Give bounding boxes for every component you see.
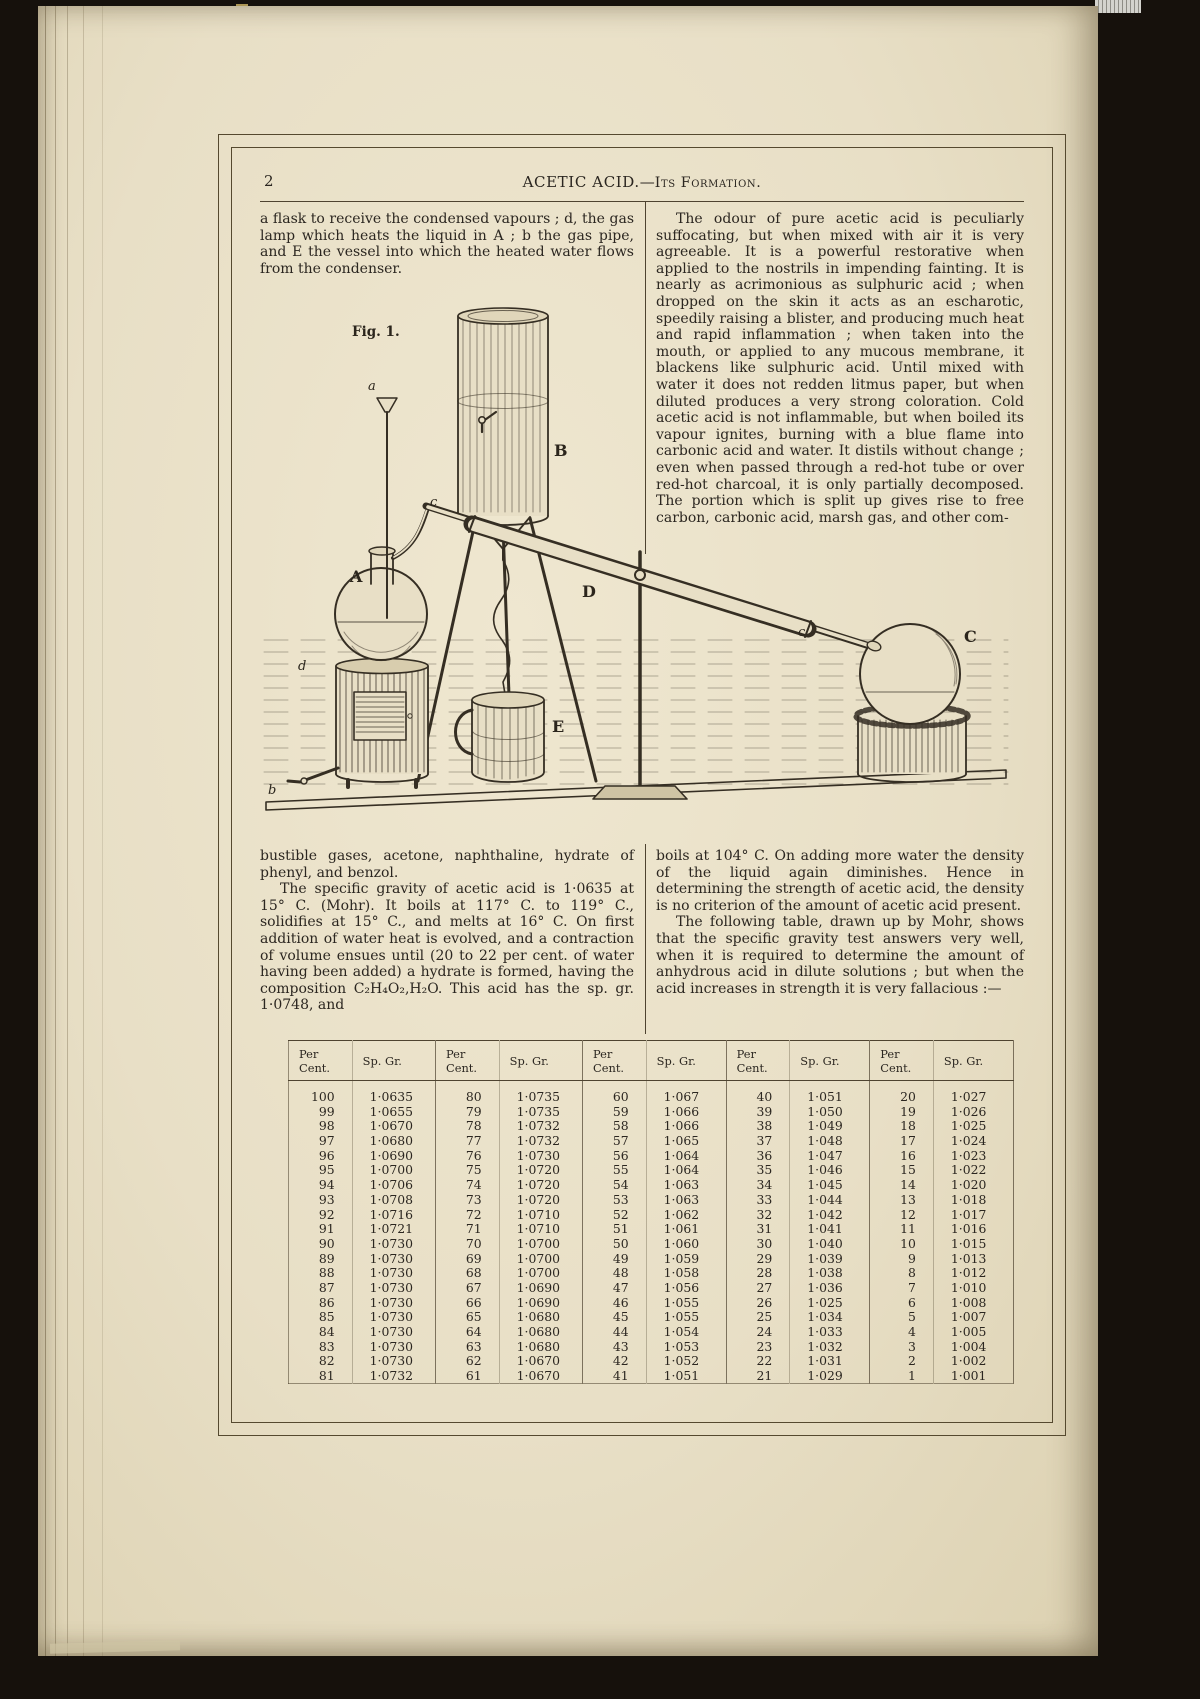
percent-cell: 67 [436, 1281, 500, 1296]
table-row [289, 1236, 1014, 1251]
delivery-tube-bore [394, 509, 427, 557]
spgr-cell: 1·005 [933, 1325, 1013, 1340]
percent-cell: 99 [289, 1104, 353, 1119]
percent-cell: 18 [870, 1119, 934, 1134]
table-row [289, 1178, 1014, 1193]
percent-cell: 6 [870, 1295, 934, 1310]
spgr-cell: 1·025 [933, 1119, 1013, 1134]
spgr-cell: 1·0670 [499, 1354, 582, 1369]
spgr-cell: 1·0730 [352, 1251, 435, 1266]
spgr-cell: 1·015 [933, 1236, 1013, 1251]
percent-cell: 82 [289, 1354, 353, 1369]
spgr-cell: 1·0708 [352, 1192, 435, 1207]
percent-cell: 51 [583, 1222, 647, 1237]
spgr-cell: 1·013 [933, 1251, 1013, 1266]
percent-cell: 33 [726, 1192, 790, 1207]
spgr-cell: 1·001 [933, 1369, 1013, 1384]
table-row [289, 1339, 1014, 1354]
percent-cell: 69 [436, 1251, 500, 1266]
spgr-cell: 1·062 [646, 1207, 726, 1222]
table-row [289, 1192, 1014, 1207]
spgr-cell: 1·058 [646, 1266, 726, 1281]
spgr-cell: 1·0680 [352, 1134, 435, 1149]
percent-cell: 4 [870, 1325, 934, 1340]
spgr-cell: 1·0730 [352, 1354, 435, 1369]
letter-c2: c [798, 625, 806, 640]
percent-cell: 21 [726, 1369, 790, 1384]
spgr-cell: 1·024 [933, 1134, 1013, 1149]
percent-cell: 53 [583, 1192, 647, 1207]
spgr-cell: 1·060 [646, 1236, 726, 1251]
cover-label [1095, 0, 1141, 13]
page-edge [45, 6, 46, 1656]
spgr-cell: 1·017 [933, 1207, 1013, 1222]
spgr-cell: 1·034 [790, 1310, 870, 1325]
spgr-cell: 1·040 [790, 1236, 870, 1251]
percent-cell: 52 [583, 1207, 647, 1222]
spgr-cell: 1·066 [646, 1104, 726, 1119]
table-row [289, 1325, 1014, 1340]
letter-c1: c [430, 495, 438, 510]
percent-cell: 63 [436, 1339, 500, 1354]
letter-D: D [582, 582, 596, 601]
spgr-cell: 1·004 [933, 1339, 1013, 1354]
outer-rule-frame [218, 134, 1066, 1436]
table-row [289, 1281, 1014, 1296]
delivery-tube [393, 508, 428, 558]
percent-cell: 49 [583, 1251, 647, 1266]
page-edge [55, 6, 56, 1656]
percent-cell: 58 [583, 1119, 647, 1134]
percent-cell: 88 [289, 1266, 353, 1281]
spgr-cell: 1·064 [646, 1148, 726, 1163]
percent-cell: 92 [289, 1207, 353, 1222]
spgr-cell: 1·022 [933, 1163, 1013, 1178]
percent-cell: 55 [583, 1163, 647, 1178]
page-title [260, 172, 1024, 191]
figure-label: Fig. 1. [352, 324, 400, 340]
percent-cell: 47 [583, 1281, 647, 1296]
percent-cell: 95 [289, 1163, 353, 1178]
spgr-cell: 1·0732 [499, 1119, 582, 1134]
col-header-percent: Per Cent. [870, 1041, 934, 1081]
letter-b: b [268, 783, 277, 798]
percent-cell: 59 [583, 1104, 647, 1119]
spgr-cell: 1·044 [790, 1192, 870, 1207]
percent-cell: 11 [870, 1222, 934, 1237]
percent-cell: 26 [726, 1295, 790, 1310]
col-header-spgr: Sp. Gr. [646, 1041, 726, 1081]
spgr-cell: 1·023 [933, 1148, 1013, 1163]
spgr-cell: 1·048 [790, 1134, 870, 1149]
spgr-cell: 1·0730 [352, 1339, 435, 1354]
spgr-cell: 1·0710 [499, 1222, 582, 1237]
spgr-cell: 1·0730 [352, 1266, 435, 1281]
spgr-cell: 1·031 [790, 1354, 870, 1369]
spgr-cell: 1·054 [646, 1325, 726, 1340]
percent-cell: 77 [436, 1134, 500, 1149]
spgr-cell: 1·0680 [499, 1325, 582, 1340]
spgr-cell: 1·0730 [499, 1148, 582, 1163]
percent-cell: 71 [436, 1222, 500, 1237]
percent-cell: 65 [436, 1310, 500, 1325]
spgr-cell: 1·0635 [352, 1081, 435, 1105]
spgr-cell: 1·032 [790, 1339, 870, 1354]
percent-cell: 54 [583, 1178, 647, 1193]
book-page [38, 6, 1098, 1656]
percent-cell: 13 [870, 1192, 934, 1207]
receiving-flask [860, 624, 960, 724]
paragraph-text: The odour of pure acetic acid is peculiarly suffocating, but when mixed with air it is very agreeable. It is a powerful restorative when applied to the nostrils in impending fainting. It is nearly as acrimonious as sulphuric acid ; when dropped on the skin it acts as an escharotic, speedily raising a blister, and producing much heat and rapid inflammation ; when taken into the mouth, or applied to any mucous membrane, it blackens like sulphuric acid. Until mixed with water it does not redden litmus paper, but when diluted produces a very strong coloration. Cold acetic acid is not inflammable, but when boiled its vapour ignites, burning with a blue flame into carbonic acid and water. It distils without change ; even when passed through a red-hot tube or over red-hot charcoal, it is only partially decomposed. The portion which is split up gives rise to free carbon, carbonic acid, marsh gas, and other com- [656, 211, 1024, 526]
percent-cell: 34 [726, 1178, 790, 1193]
paragraph-figure-caption-continuation: a flask to receive the condensed vapours ; d, the gas lamp which heats the liquid in A ; b the gas pipe, and E the vessel into which the heated water flows from the condenser. [260, 211, 634, 277]
spgr-cell: 1·0732 [499, 1134, 582, 1149]
percent-cell: 81 [289, 1369, 353, 1384]
percent-cell: 24 [726, 1325, 790, 1340]
percent-cell: 45 [583, 1310, 647, 1325]
spgr-cell: 1·056 [646, 1281, 726, 1296]
percent-cell: 31 [726, 1222, 790, 1237]
col-header-percent: Per Cent. [289, 1041, 353, 1081]
percent-cell: 62 [436, 1354, 500, 1369]
spgr-cell: 1·0716 [352, 1207, 435, 1222]
percent-cell: 37 [726, 1134, 790, 1149]
percent-cell: 64 [436, 1325, 500, 1340]
percent-cell: 3 [870, 1339, 934, 1354]
percent-cell: 41 [583, 1369, 647, 1384]
percent-cell: 86 [289, 1295, 353, 1310]
spgr-cell: 1·026 [933, 1104, 1013, 1119]
percent-cell: 100 [289, 1081, 353, 1105]
percent-cell: 1 [870, 1369, 934, 1384]
spgr-cell: 1·0655 [352, 1104, 435, 1119]
percent-cell: 90 [289, 1236, 353, 1251]
col-header-percent: Per Cent. [726, 1041, 790, 1081]
spgr-cell: 1·0730 [352, 1236, 435, 1251]
spgr-cell: 1·027 [933, 1081, 1013, 1105]
spgr-cell: 1·051 [646, 1369, 726, 1384]
paragraph-text: boils at 104° C. On adding more water the density of the liquid again diminishes. Hence in determining the strength of acetic acid, the density is no criterion of the amount of acetic acid present. [656, 848, 1024, 914]
col-header-percent: Per Cent. [583, 1041, 647, 1081]
spgr-cell: 1·0680 [499, 1310, 582, 1325]
spgr-cell: 1·052 [646, 1354, 726, 1369]
spgr-cell: 1·0680 [499, 1339, 582, 1354]
spgr-cell: 1·016 [933, 1222, 1013, 1237]
spgr-cell: 1·036 [790, 1281, 870, 1296]
spgr-cell: 1·063 [646, 1178, 726, 1193]
spgr-cell: 1·066 [646, 1119, 726, 1134]
title-dash: — [639, 173, 655, 191]
percent-cell: 30 [726, 1236, 790, 1251]
percent-cell: 46 [583, 1295, 647, 1310]
percent-cell: 61 [436, 1369, 500, 1384]
percent-cell: 40 [726, 1081, 790, 1105]
percent-cell: 70 [436, 1236, 500, 1251]
percent-cell: 80 [436, 1081, 500, 1105]
percent-cell: 23 [726, 1339, 790, 1354]
spgr-cell: 1·0700 [499, 1266, 582, 1281]
table-container [288, 1040, 1014, 1384]
spgr-cell: 1·059 [646, 1251, 726, 1266]
percent-cell: 22 [726, 1354, 790, 1369]
paragraph-specific-gravity [260, 848, 634, 1014]
spgr-cell: 1·042 [790, 1207, 870, 1222]
col-header-spgr: Sp. Gr. [352, 1041, 435, 1081]
letter-a: a [368, 379, 376, 394]
col-header-percent: Per Cent. [436, 1041, 500, 1081]
percent-cell: 57 [583, 1134, 647, 1149]
spgr-cell: 1·039 [790, 1251, 870, 1266]
table-row [289, 1310, 1014, 1325]
spgr-cell: 1·051 [790, 1081, 870, 1105]
spgr-cell: 1·0690 [499, 1295, 582, 1310]
page-edge [50, 1640, 180, 1653]
col-header-spgr: Sp. Gr. [933, 1041, 1013, 1081]
percent-cell: 78 [436, 1119, 500, 1134]
spgr-cell: 1·0730 [352, 1310, 435, 1325]
spgr-cell: 1·0720 [499, 1192, 582, 1207]
percent-cell: 97 [289, 1134, 353, 1149]
paragraph-text: The specific gravity of acetic acid is 1·0635 at 15° C. (Mohr). It boils at 117° C. to 119° C., solidifies at 15° C., and melts at 16° C. On first addition of water heat is evolved, and a contraction of volume ensues until (20 to 22 per cent. of water having been added) a hydrate is formed, having the composition C₂H₄O₂,H₂O. This acid has the sp. gr. 1·0748, and [260, 881, 634, 1014]
percent-cell: 76 [436, 1148, 500, 1163]
percent-cell: 73 [436, 1192, 500, 1207]
spgr-cell: 1·045 [790, 1178, 870, 1193]
paragraph-mohr-table [656, 848, 1024, 997]
percent-cell: 39 [726, 1104, 790, 1119]
furnace [288, 659, 428, 788]
percent-cell: 98 [289, 1119, 353, 1134]
spgr-cell: 1·041 [790, 1222, 870, 1237]
percent-cell: 15 [870, 1163, 934, 1178]
percent-cell: 56 [583, 1148, 647, 1163]
spgr-cell: 1·008 [933, 1295, 1013, 1310]
percent-cell: 12 [870, 1207, 934, 1222]
page-edge [83, 6, 84, 1656]
flask-a [335, 547, 427, 661]
spgr-cell: 1·0730 [352, 1325, 435, 1340]
percent-cell: 60 [583, 1081, 647, 1105]
spgr-cell: 1·038 [790, 1266, 870, 1281]
running-header [260, 163, 1024, 202]
percent-cell: 9 [870, 1251, 934, 1266]
percent-cell: 50 [583, 1236, 647, 1251]
percent-cell: 29 [726, 1251, 790, 1266]
spgr-cell: 1·047 [790, 1148, 870, 1163]
spgr-cell: 1·0721 [352, 1222, 435, 1237]
spgr-cell: 1·053 [646, 1339, 726, 1354]
table-row [289, 1104, 1014, 1119]
spgr-cell: 1·046 [790, 1163, 870, 1178]
percent-cell: 83 [289, 1339, 353, 1354]
spgr-cell: 1·0735 [499, 1104, 582, 1119]
percent-cell: 66 [436, 1295, 500, 1310]
percent-cell: 32 [726, 1207, 790, 1222]
col-header-spgr: Sp. Gr. [499, 1041, 582, 1081]
percent-cell: 19 [870, 1104, 934, 1119]
page-edge [102, 6, 103, 1656]
spgr-cell: 1·012 [933, 1266, 1013, 1281]
percent-cell: 42 [583, 1354, 647, 1369]
table-row [289, 1251, 1014, 1266]
spgr-cell: 1·0730 [352, 1295, 435, 1310]
letter-A: A [350, 567, 363, 586]
percent-cell: 36 [726, 1148, 790, 1163]
letter-E: E [552, 717, 565, 736]
spgr-cell: 1·002 [933, 1354, 1013, 1369]
table-row [289, 1207, 1014, 1222]
spgr-cell: 1·055 [646, 1295, 726, 1310]
percent-cell: 20 [870, 1081, 934, 1105]
percent-cell: 43 [583, 1339, 647, 1354]
percent-cell: 96 [289, 1148, 353, 1163]
table-row [289, 1369, 1014, 1384]
figure-engraving [260, 302, 1012, 832]
percent-cell: 25 [726, 1310, 790, 1325]
percent-cell: 44 [583, 1325, 647, 1340]
page-edge [67, 6, 68, 1656]
spgr-cell: 1·010 [933, 1281, 1013, 1296]
spgr-cell: 1·065 [646, 1134, 726, 1149]
percent-cell: 91 [289, 1222, 353, 1237]
spgr-cell: 1·061 [646, 1222, 726, 1237]
percent-cell: 38 [726, 1119, 790, 1134]
table-row [289, 1134, 1014, 1149]
col-header-spgr: Sp. Gr. [790, 1041, 870, 1081]
spgr-cell: 1·0735 [499, 1081, 582, 1105]
page-body [260, 202, 1024, 1398]
spgr-cell: 1·007 [933, 1310, 1013, 1325]
spgr-cell: 1·020 [933, 1178, 1013, 1193]
spgr-cell: 1·0710 [499, 1207, 582, 1222]
percent-cell: 89 [289, 1251, 353, 1266]
percent-cell: 74 [436, 1178, 500, 1193]
spgr-cell: 1·067 [646, 1081, 726, 1105]
percent-cell: 5 [870, 1310, 934, 1325]
title-subtitle: Its Formation. [654, 175, 762, 191]
spgr-cell: 1·0690 [352, 1148, 435, 1163]
table-row [289, 1354, 1014, 1369]
paragraph-text: bustible gases, acetone, naphthaline, hydrate of phenyl, and benzol. [260, 848, 634, 881]
percent-cell: 8 [870, 1266, 934, 1281]
paragraph-text: The following table, drawn up by Mohr, shows that the specific gravity test answers very well, when it is required to determine the amount of anhydrous acid in dilute solutions ; but when the acid increases in strength it is very fallacious :— [656, 914, 1024, 997]
page-number: 2 [264, 172, 274, 190]
table-row [289, 1081, 1014, 1105]
percent-cell: 85 [289, 1310, 353, 1325]
spgr-cell: 1·0720 [499, 1178, 582, 1193]
spgr-cell: 1·063 [646, 1192, 726, 1207]
spgr-cell: 1·0700 [499, 1251, 582, 1266]
percent-cell: 17 [870, 1134, 934, 1149]
spgr-cell: 1·0730 [352, 1281, 435, 1296]
spgr-cell: 1·0732 [352, 1369, 435, 1384]
percent-cell: 2 [870, 1354, 934, 1369]
spgr-cell: 1·0690 [499, 1281, 582, 1296]
percent-cell: 94 [289, 1178, 353, 1193]
spgr-cell: 1·0670 [499, 1369, 582, 1384]
percent-cell: 10 [870, 1236, 934, 1251]
spgr-cell: 1·064 [646, 1163, 726, 1178]
spgr-cell: 1·0700 [352, 1163, 435, 1178]
table-row [289, 1163, 1014, 1178]
percent-cell: 27 [726, 1281, 790, 1296]
percent-cell: 48 [583, 1266, 647, 1281]
spgr-cell: 1·0720 [499, 1163, 582, 1178]
condenser-tube [426, 506, 876, 648]
spgr-cell: 1·0700 [499, 1236, 582, 1251]
letter-C: C [964, 627, 977, 646]
title-main: ACETIC ACID. [522, 173, 640, 191]
table-row [289, 1295, 1014, 1310]
spgr-cell: 1·0706 [352, 1178, 435, 1193]
letter-B: B [554, 441, 568, 460]
percent-cell: 72 [436, 1207, 500, 1222]
table-row [289, 1266, 1014, 1281]
specific-gravity-table [288, 1040, 1014, 1384]
spgr-cell: 1·050 [790, 1104, 870, 1119]
spgr-cell: 1·049 [790, 1119, 870, 1134]
table-row [289, 1148, 1014, 1163]
percent-cell: 93 [289, 1192, 353, 1207]
percent-cell: 75 [436, 1163, 500, 1178]
spgr-cell: 1·029 [790, 1369, 870, 1384]
spgr-cell: 1·018 [933, 1192, 1013, 1207]
spgr-cell: 1·0670 [352, 1119, 435, 1134]
percent-cell: 28 [726, 1266, 790, 1281]
percent-cell: 68 [436, 1266, 500, 1281]
table-row [289, 1222, 1014, 1237]
percent-cell: 84 [289, 1325, 353, 1340]
percent-cell: 7 [870, 1281, 934, 1296]
spgr-cell: 1·055 [646, 1310, 726, 1325]
percent-cell: 87 [289, 1281, 353, 1296]
percent-cell: 35 [726, 1163, 790, 1178]
percent-cell: 14 [870, 1178, 934, 1193]
page-content [260, 163, 1024, 1398]
percent-cell: 16 [870, 1148, 934, 1163]
table-row [289, 1119, 1014, 1134]
jug [456, 692, 545, 782]
spgr-cell: 1·033 [790, 1325, 870, 1340]
spgr-cell: 1·025 [790, 1295, 870, 1310]
percent-cell: 79 [436, 1104, 500, 1119]
letter-d: d [298, 659, 307, 674]
column-divider [645, 844, 646, 1034]
